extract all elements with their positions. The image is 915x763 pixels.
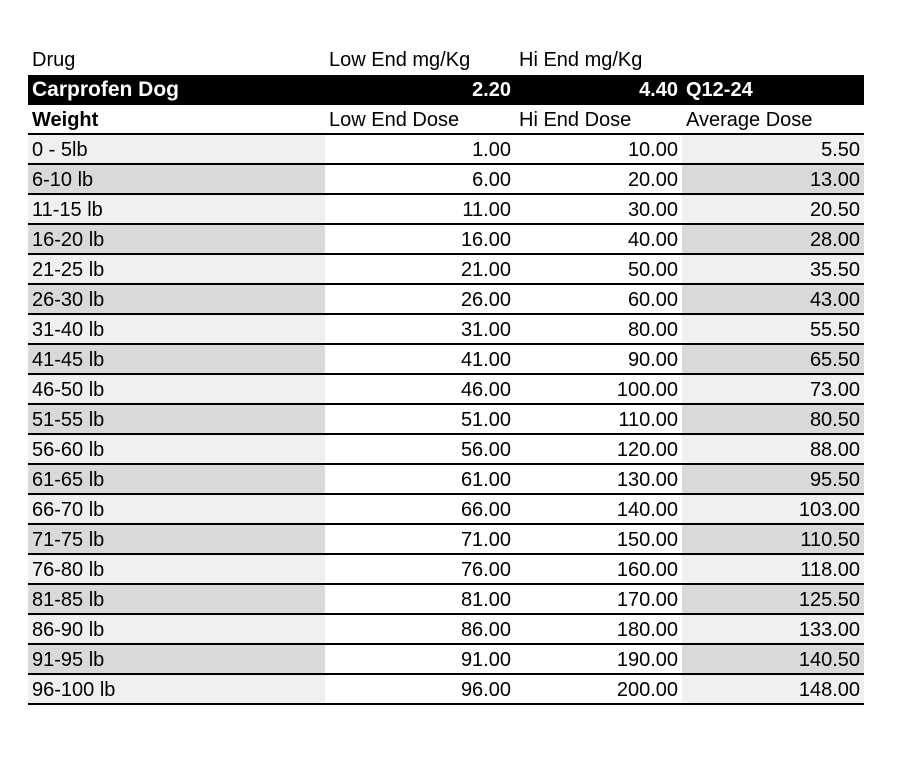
avg-dose-cell: 148.00	[682, 675, 864, 703]
hi-dose-cell: 40.00	[515, 225, 682, 253]
hi-dose-cell: 120.00	[515, 435, 682, 463]
col-avg-dose-header: Average Dose	[686, 109, 813, 131]
hi-dose-cell: 190.00	[515, 645, 682, 673]
hi-dose-cell: 200.00	[515, 675, 682, 703]
avg-dose-cell: 103.00	[682, 495, 864, 523]
weight-cell: 91-95 lb	[28, 645, 325, 673]
hi-dose-cell: 20.00	[515, 165, 682, 193]
low-dose-cell: 46.00	[325, 375, 515, 403]
table-row	[28, 555, 864, 585]
weight-cell: 11-15 lb	[28, 195, 325, 223]
avg-dose-cell: 88.00	[682, 435, 864, 463]
hi-dose-cell: 140.00	[515, 495, 682, 523]
hi-dose-cell: 180.00	[515, 615, 682, 643]
drug-hi-mgkg: 4.40	[639, 79, 678, 101]
low-dose-cell: 16.00	[325, 225, 515, 253]
drug-row	[28, 75, 864, 105]
avg-dose-cell: 20.50	[682, 195, 864, 223]
table-row	[28, 255, 864, 285]
avg-dose-cell: 28.00	[682, 225, 864, 253]
low-dose-cell: 41.00	[325, 345, 515, 373]
hi-dose-cell: 160.00	[515, 555, 682, 583]
weight-cell: 76-80 lb	[28, 555, 325, 583]
table-row	[28, 315, 864, 345]
avg-dose-cell: 55.50	[682, 315, 864, 343]
weight-cell: 81-85 lb	[28, 585, 325, 613]
low-dose-cell: 66.00	[325, 495, 515, 523]
low-dose-cell: 96.00	[325, 675, 515, 703]
weight-cell: 16-20 lb	[28, 225, 325, 253]
table-row	[28, 375, 864, 405]
weight-cell: 46-50 lb	[28, 375, 325, 403]
low-dose-cell: 26.00	[325, 285, 515, 313]
hi-dose-cell: 60.00	[515, 285, 682, 313]
hi-dose-cell: 30.00	[515, 195, 682, 223]
weight-cell: 51-55 lb	[28, 405, 325, 433]
weight-cell: 26-30 lb	[28, 285, 325, 313]
hi-dose-cell: 10.00	[515, 135, 682, 163]
avg-dose-cell: 65.50	[682, 345, 864, 373]
weight-cell: 86-90 lb	[28, 615, 325, 643]
table-row	[28, 585, 864, 615]
table-row	[28, 285, 864, 315]
avg-dose-cell: 140.50	[682, 645, 864, 673]
col-weight-header: Weight	[32, 109, 99, 131]
low-dose-cell: 56.00	[325, 435, 515, 463]
weight-cell: 96-100 lb	[28, 675, 325, 703]
header-extra	[682, 45, 864, 75]
table-row	[28, 435, 864, 465]
table-row	[28, 675, 864, 705]
low-dose-cell: 81.00	[325, 585, 515, 613]
avg-dose-cell: 73.00	[682, 375, 864, 403]
low-dose-cell: 6.00	[325, 165, 515, 193]
table-body	[28, 135, 864, 705]
drug-frequency: Q12-24	[686, 79, 753, 101]
hi-dose-cell: 170.00	[515, 585, 682, 613]
table-row	[28, 465, 864, 495]
weight-cell: 41-45 lb	[28, 345, 325, 373]
table-row	[28, 615, 864, 645]
low-dose-cell: 71.00	[325, 525, 515, 553]
table-row	[28, 645, 864, 675]
col-low-dose-header: Low End Dose	[329, 109, 460, 131]
avg-dose-cell: 43.00	[682, 285, 864, 313]
dosage-table	[28, 45, 864, 705]
low-dose-cell: 91.00	[325, 645, 515, 673]
hi-dose-cell: 110.00	[515, 405, 682, 433]
hi-mgkg-label: Hi End mg/Kg	[519, 49, 643, 71]
drug-name: Carprofen Dog	[32, 78, 179, 101]
column-header-row	[28, 105, 864, 135]
hi-dose-cell: 100.00	[515, 375, 682, 403]
avg-dose-cell: 35.50	[682, 255, 864, 283]
weight-cell: 6-10 lb	[28, 165, 325, 193]
weight-cell: 61-65 lb	[28, 465, 325, 493]
table-row	[28, 225, 864, 255]
low-dose-cell: 31.00	[325, 315, 515, 343]
table-row	[28, 345, 864, 375]
avg-dose-cell: 13.00	[682, 165, 864, 193]
weight-cell: 66-70 lb	[28, 495, 325, 523]
hi-dose-cell: 130.00	[515, 465, 682, 493]
weight-cell: 21-25 lb	[28, 255, 325, 283]
table-row	[28, 495, 864, 525]
weight-cell: 71-75 lb	[28, 525, 325, 553]
avg-dose-cell: 125.50	[682, 585, 864, 613]
low-dose-cell: 51.00	[325, 405, 515, 433]
low-dose-cell: 1.00	[325, 135, 515, 163]
low-dose-cell: 21.00	[325, 255, 515, 283]
hi-dose-cell: 90.00	[515, 345, 682, 373]
weight-cell: 56-60 lb	[28, 435, 325, 463]
low-dose-cell: 61.00	[325, 465, 515, 493]
weight-cell: 0 - 5lb	[28, 135, 325, 163]
weight-cell: 31-40 lb	[28, 315, 325, 343]
avg-dose-cell: 95.50	[682, 465, 864, 493]
header-row	[28, 45, 864, 75]
table-row	[28, 525, 864, 555]
hi-dose-cell: 80.00	[515, 315, 682, 343]
avg-dose-cell: 118.00	[682, 555, 864, 583]
table-row	[28, 135, 864, 165]
drug-label: Drug	[32, 49, 76, 71]
table-row	[28, 405, 864, 435]
avg-dose-cell: 80.50	[682, 405, 864, 433]
avg-dose-cell: 133.00	[682, 615, 864, 643]
table-row	[28, 165, 864, 195]
avg-dose-cell: 110.50	[682, 525, 864, 553]
avg-dose-cell: 5.50	[682, 135, 864, 163]
low-mgkg-label: Low End mg/Kg	[329, 49, 471, 71]
col-hi-dose-header: Hi End Dose	[519, 109, 632, 131]
drug-low-mgkg: 2.20	[472, 79, 511, 101]
low-dose-cell: 86.00	[325, 615, 515, 643]
table-row	[28, 195, 864, 225]
low-dose-cell: 76.00	[325, 555, 515, 583]
low-dose-cell: 11.00	[325, 195, 515, 223]
hi-dose-cell: 150.00	[515, 525, 682, 553]
hi-dose-cell: 50.00	[515, 255, 682, 283]
